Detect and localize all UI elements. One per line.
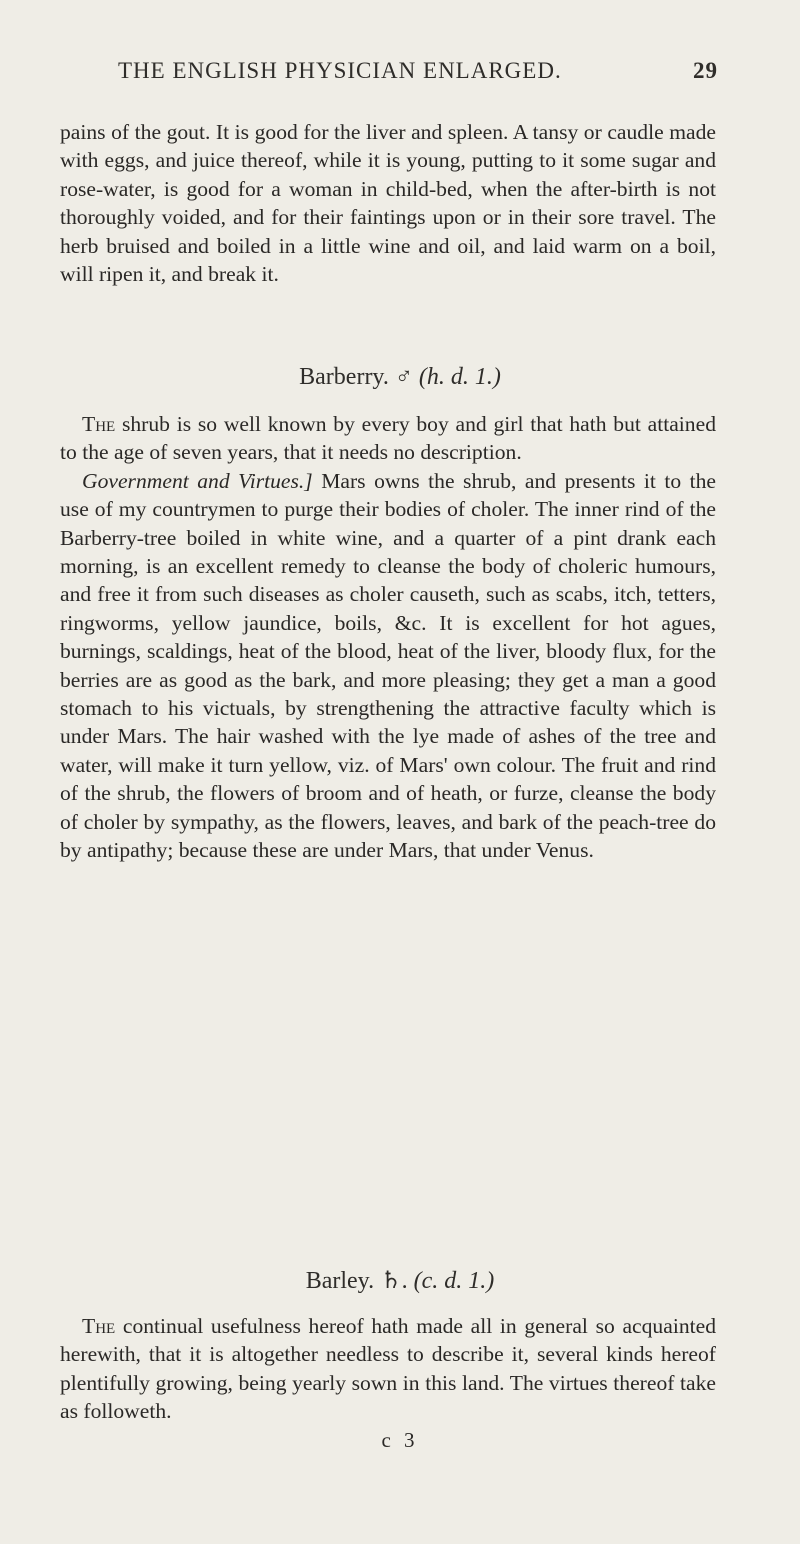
mars-symbol-icon: ♂	[394, 364, 413, 390]
barberry-name: Barberry.	[299, 364, 389, 390]
barley-drop-word: The	[82, 1314, 116, 1338]
barberry-para1-text: shrub is so well known by every boy and girl that hath but attained to the age of seven years, that it needs no description.	[60, 412, 716, 465]
barberry-classification: (h. d. 1.)	[418, 364, 501, 390]
barberry-heading	[0, 364, 800, 391]
saturn-symbol-icon: ♄.	[380, 1268, 408, 1294]
barley-paragraph	[60, 1312, 716, 1426]
barberry-virtues-label: Government and Virtues.]	[82, 468, 313, 493]
barberry-drop-word: The	[82, 412, 116, 436]
barberry-paragraph-1	[60, 410, 716, 467]
intro-paragraph	[60, 118, 716, 288]
barley-heading	[0, 1266, 800, 1295]
barberry-description	[60, 410, 716, 865]
barberry-virtues-text: Mars owns the shrub, and presents it to the use of my countrymen to purge their bodies of choler. The inner rind of the Barberry-tree boiled in white wine, and a quarter of a pint drank each morning, is an excellent remedy to cleanse the body of choleric humours, and free it from such diseases as choler causeth, such as scabs, itch, tetters, ringworms, yellow jaundice, boils, &c. It is excellent for hot agues, burnings, scaldings, heat of the blood, heat of the liver, bloody flux, for the berries are as good as the bark, and more pleasing; they get a man a good stomach to his victuals, by strengthening the attractive faculty which is under Mars. The hair washed with the lye made of ashes of the tree and water, will make it turn yellow, viz. of Mars' own colour. The fruit and rind of the shrub, the flowers of broom and of heath, or furze, cleanse the body of choler by sympathy, as the flowers, leaves, and bark of the peach-tree do by antipathy; because these are under Mars, that under Venus.	[60, 468, 717, 863]
intro-text: pains of the gout. It is good for the liver and spleen. A tansy or caudle made with eggs, and juice thereof, while it is young, putting to it some sugar and rose-water, is good for a woman in child-bed, when the after-birth is not thoroughly voided, and for their faintings upon or in their sore travel. The herb bruised and boiled in a little wine and oil, and laid warm on a boil, will ripen it, and break it.	[60, 120, 716, 287]
barberry-paragraph-2	[60, 467, 716, 865]
signature-mark: c 3	[381, 1428, 419, 1452]
barley-description	[60, 1312, 716, 1426]
barley-text: continual usefulness hereof hath made all in general so acquainted herewith, that it is altogether needless to describe it, several kinds hereof plentifully growing, being yearly sown in this land. The virtues thereof take as followeth.	[60, 1314, 716, 1424]
running-title: THE ENGLISH PHYSICIAN ENLARGED.	[118, 58, 562, 83]
barley-classification: (c. d. 1.)	[413, 1268, 495, 1294]
barley-name: Barley.	[305, 1268, 375, 1294]
page-number: 29	[693, 58, 718, 83]
